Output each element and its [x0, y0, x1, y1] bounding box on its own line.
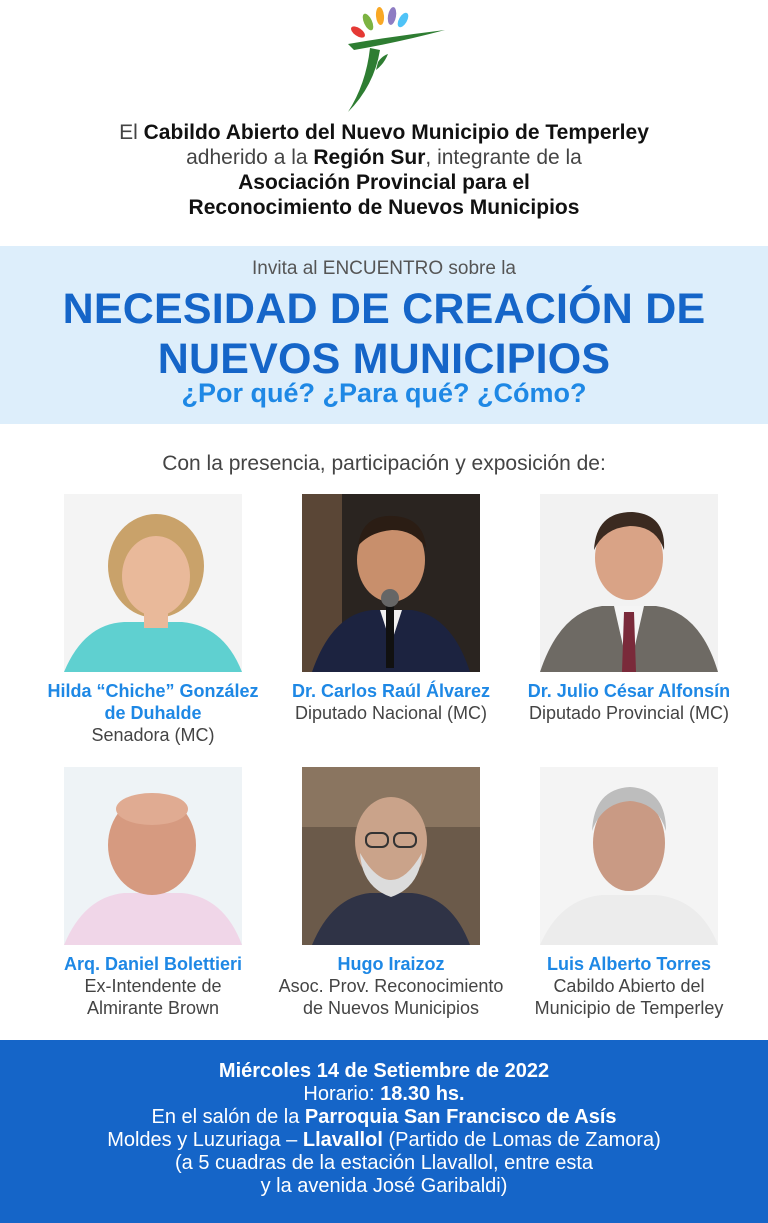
- speaker-photo: [64, 767, 242, 945]
- organizer-header: [0, 120, 768, 220]
- presence-text: Con la presencia, participación y exposición de:: [162, 452, 606, 475]
- header-line-2: adherido a la Región Sur, integrante de la: [186, 146, 582, 169]
- header-line-3: Asociación Provincial para el: [238, 171, 530, 194]
- speaker-card: [504, 494, 754, 724]
- speaker-card: [504, 767, 754, 1019]
- logo-tree-icon: [340, 4, 450, 116]
- speaker-name: Hilda “Chiche” González de Duhalde: [47, 681, 259, 723]
- speaker-card: [28, 767, 278, 1019]
- speaker-name: Dr. Carlos Raúl Álvarez: [291, 681, 491, 701]
- speaker-photo: [540, 494, 718, 672]
- speaker-role: Cabildo Abierto del Municipio de Temperley: [534, 976, 724, 1018]
- event-questions: ¿Por qué? ¿Para qué? ¿Cómo?: [181, 378, 587, 408]
- event-date: Miércoles 14 de Setiembre de 2022: [218, 1060, 550, 1082]
- event-directions-2: y la avenida José Garibaldi): [260, 1175, 508, 1197]
- title-band: [0, 246, 768, 424]
- speaker-role: Diputado Provincial (MC): [528, 703, 730, 723]
- speaker-photo: [540, 767, 718, 945]
- speaker-photo: [64, 494, 242, 672]
- header-line-1: El Cabildo Abierto del Nuevo Municipio de Temperley: [119, 121, 649, 144]
- speaker-role: Senadora (MC): [91, 725, 215, 745]
- speaker-photo: [302, 767, 480, 945]
- speaker-card: [266, 494, 516, 724]
- event-address: Moldes y Luzuriaga – Llavallol (Partido de Lomas de Zamora): [107, 1129, 661, 1151]
- header-line-4: Reconocimiento de Nuevos Municipios: [188, 196, 580, 219]
- speaker-card: [28, 494, 278, 746]
- speaker-role: Ex-Intendente de Almirante Brown: [84, 976, 222, 1018]
- event-time: Horario: 18.30 hs.: [303, 1083, 465, 1105]
- event-place: En el salón de la Parroquia San Francisco de Asís: [151, 1106, 617, 1128]
- speaker-name: Dr. Julio César Alfonsín: [527, 681, 731, 701]
- event-title: NECESIDAD DE CREACIÓN DE NUEVOS MUNICIPIOS: [62, 285, 706, 383]
- speaker-name: Luis Alberto Torres: [546, 954, 712, 974]
- event-details-footer: [0, 1040, 768, 1223]
- speaker-name: Hugo Iraizoz: [337, 954, 445, 974]
- speaker-role: Diputado Nacional (MC): [294, 703, 488, 723]
- speaker-photo: [302, 494, 480, 672]
- organization-logo: [340, 4, 450, 116]
- speaker-name: Arq. Daniel Bolettieri: [63, 954, 243, 974]
- speaker-card: [266, 767, 516, 1019]
- speaker-role: Asoc. Prov. Reconocimiento de Nuevos Municipios: [278, 976, 504, 1018]
- event-directions-1: (a 5 cuadras de la estación Llavallol, entre esta: [174, 1152, 594, 1174]
- invite-text: Invita al ENCUENTRO sobre la: [252, 258, 516, 279]
